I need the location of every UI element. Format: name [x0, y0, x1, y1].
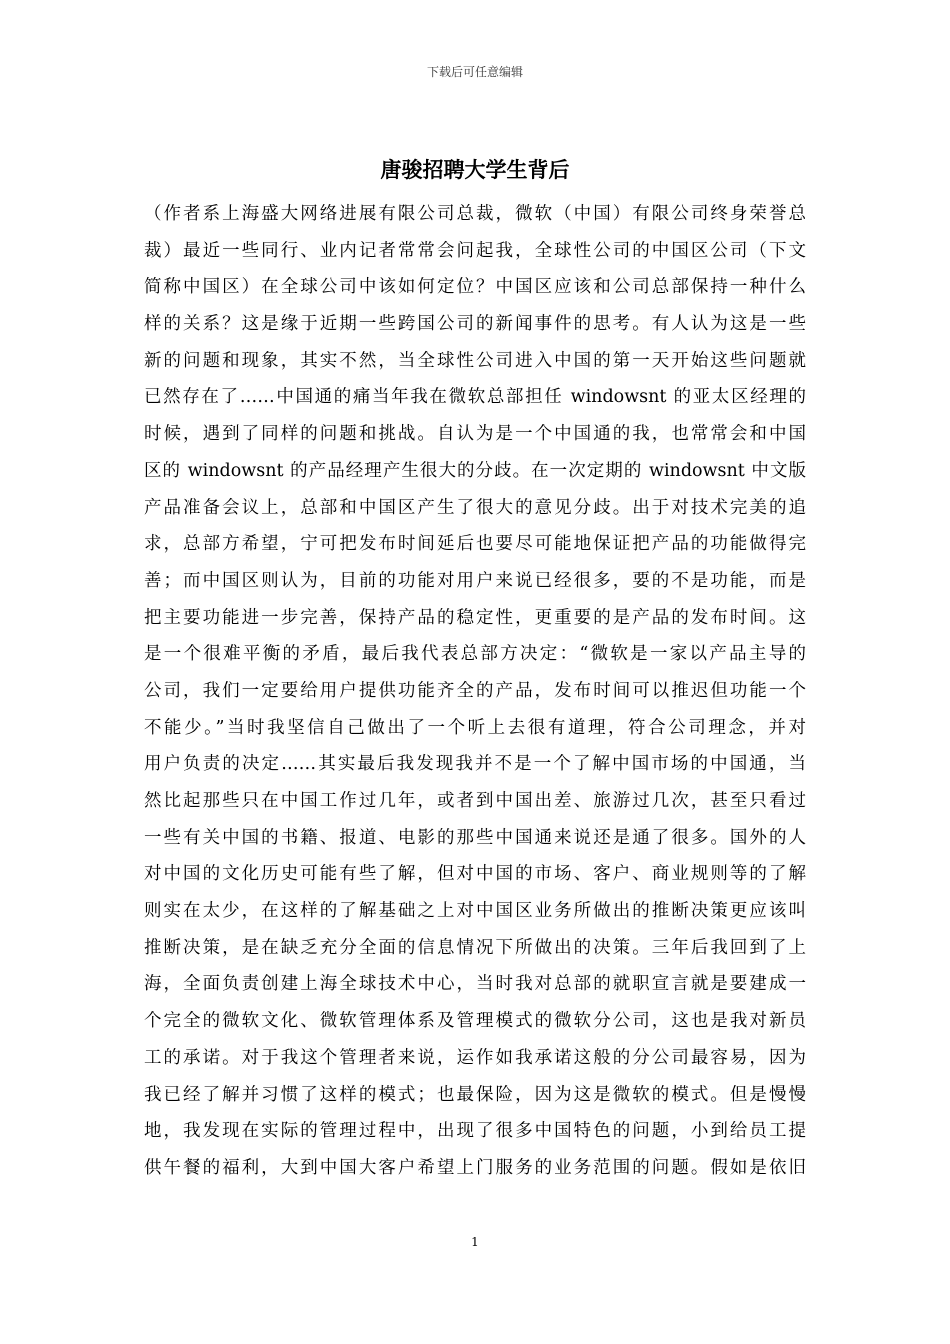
body-line: 求，总部方希望，宁可把发布时间延后也要尽可能地保证把产品的功能做得完	[144, 534, 806, 555]
body-line: 对中国的文化历史可能有些了解，但对中国的市场、客户、商业规则等的了解	[144, 864, 806, 885]
body-line: 简称中国区）在全球公司中该如何定位？中国区应该和公司总部保持一种什么	[144, 277, 806, 298]
body-line: （作者系上海盛大网络进展有限公司总裁，微软（中国）有限公司终身荣誉总	[144, 204, 806, 224]
body-line: 区的 windowsnt 的产品经理产生很大的分歧。在一次定期的 windowsnt 中文版	[144, 460, 806, 481]
body-line: 裁）最近一些同行、业内记者常常会问起我，全球性公司的中国区公司（下文	[144, 240, 806, 261]
body-line: 善；而中国区则认为，目前的功能对用户来说已经很多，要的不是功能，而是	[144, 570, 806, 591]
document-title: 唐骏招聘大学生背后	[380, 158, 570, 182]
body-line: 是一个很难平衡的矛盾，最后我代表总部方决定：“微软是一家以产品主导的	[144, 644, 806, 665]
body-line: 推断决策，是在缺乏充分全面的信息情况下所做出的决策。三年后我回到了上	[144, 937, 806, 958]
page-header: 下载后可任意编辑	[426, 65, 523, 79]
body-line: 新的问题和现象，其实不然，当全球性公司进入中国的第一天开始这些问题就	[144, 350, 806, 371]
body-line: 把主要功能进一步完善，保持产品的稳定性，更重要的是产品的发布时间。这	[144, 607, 806, 628]
body-line: 则实在太少，在这样的了解基础之上对中国区业务所做出的推断决策更应该叫	[144, 901, 806, 922]
body-line: 地，我发现在实际的管理过程中，出现了很多中国特色的问题，小到给员工提	[144, 1121, 806, 1142]
body-line: 用户负责的决定……其实最后我发现我并不是一个了解中国市场的中国通，当	[144, 754, 806, 775]
body-line: 公司，我们一定要给用户提供功能齐全的产品，发布时间可以推迟但功能一个	[144, 680, 806, 701]
body-line: 一些有关中国的书籍、报道、电影的那些中国通来说还是通了很多。国外的人	[144, 827, 806, 848]
body-line: 工的承诺。对于我这个管理者来说，运作如我承诺这般的分公司最容易，因为	[144, 1047, 806, 1068]
body-line: 已然存在了……中国通的痛当年我在微软总部担任 windowsnt 的亚太区经理的	[144, 387, 806, 408]
page-number: 1	[471, 1235, 479, 1249]
body-line: 个完全的微软文化、微软管理体系及管理模式的微软分公司，这也是我对新员	[144, 1011, 806, 1032]
body-line: 不能少。”当时我坚信自己做出了一个听上去很有道理，符合公司理念，并对	[144, 717, 806, 738]
body-line: 然比起那些只在中国工作过几年，或者到中国出差、旅游过几次，甚至只看过	[144, 791, 806, 811]
body-text	[144, 196, 806, 1187]
body-line: 海，全面负责创建上海全球技术中心，当时我对总部的就职宣言就是要建成一	[144, 974, 806, 995]
body-line: 供午餐的福利，大到中国大客户希望上门服务的业务范围的问题。假如是依旧	[144, 1157, 806, 1178]
body-line: 样的关系？这是缘于近期一些跨国公司的新闻事件的思考。有人认为这是一些	[144, 314, 806, 335]
body-line: 时候，遇到了同样的问题和挑战。自认为是一个中国通的我，也常常会和中国	[144, 424, 806, 445]
body-line: 产品准备会议上，总部和中国区产生了很大的意见分歧。出于对技术完美的追	[144, 497, 806, 518]
body-line: 我已经了解并习惯了这样的模式；也最保险，因为这是微软的模式。但是慢慢	[144, 1084, 806, 1105]
